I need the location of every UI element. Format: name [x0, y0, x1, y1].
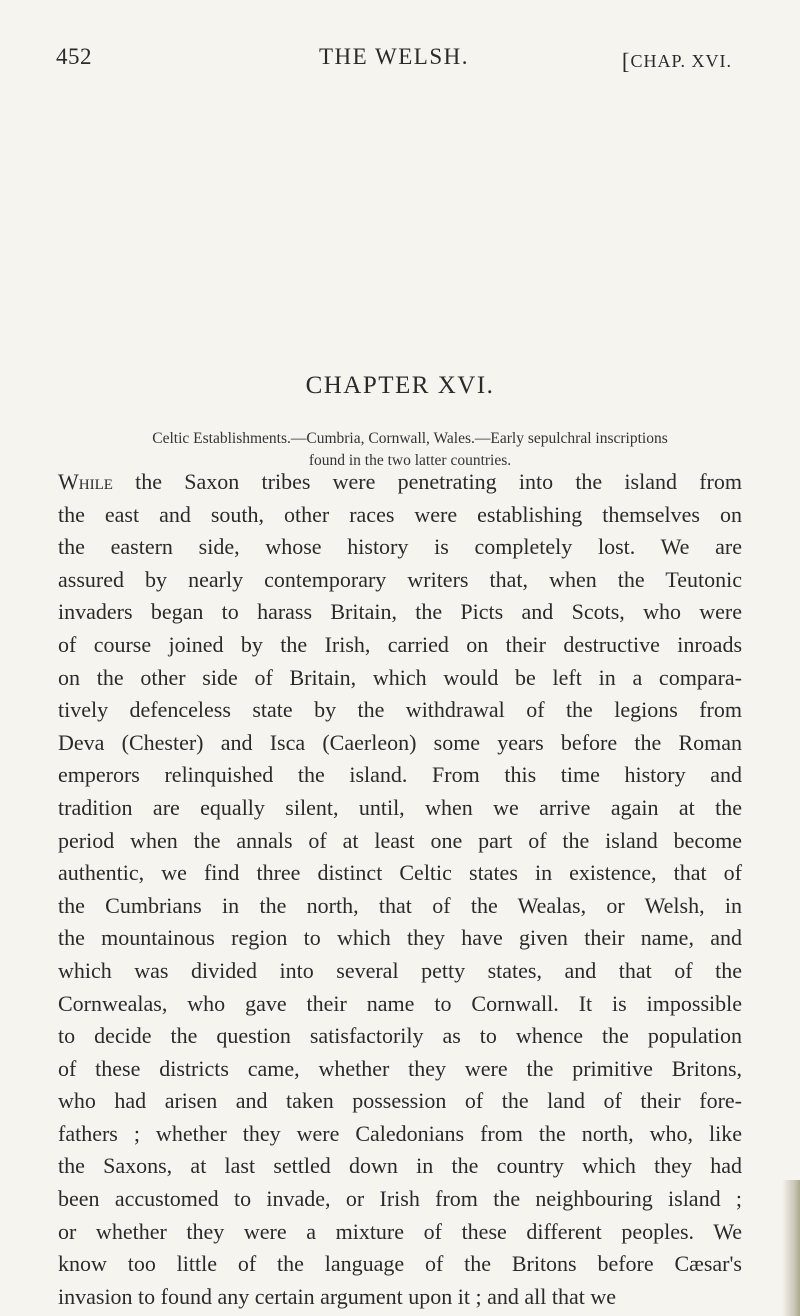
- chapter-reference: [622, 44, 732, 73]
- body-text: [58, 466, 742, 1313]
- body-line: emperors relinquished the island. From this time history and: [58, 762, 742, 788]
- page-edge-shadow: [782, 1180, 800, 1316]
- body-line: the Saxons, at last settled down in the country which they had: [58, 1153, 742, 1179]
- body-line: invaders began to harass Britain, the Picts and Scots, who were: [58, 599, 742, 625]
- body-line: who had arisen and taken possession of the land of their fore-: [58, 1088, 742, 1114]
- body-line: the Cumbrians in the north, that of the Wealas, or Welsh, in: [58, 892, 742, 918]
- body-line: been accustomed to invade, or Irish from the neighbouring island ;: [58, 1186, 742, 1212]
- body-line: Cornwealas, who gave their name to Cornwall. It is impossible: [58, 990, 742, 1016]
- body-line: period when the annals of at least one part of the island become: [58, 827, 742, 853]
- body-line: of these districts came, whether they were the primitive Britons,: [58, 1055, 742, 1081]
- chapter-heading: CHAPTER XVI.: [305, 372, 495, 399]
- body-line: on the other side of Britain, which would be left in a compara-: [58, 664, 742, 690]
- body-line-text: the Saxon tribes were penetrating into the island from: [112, 469, 742, 494]
- body-line: the eastern side, whose history is completely lost. We are: [58, 534, 742, 560]
- running-title: THE WELSH.: [318, 44, 469, 69]
- chapter-summary-line: found in the two latter countries.: [308, 452, 512, 469]
- body-line: fathers ; whether they were Caledonians from the north, who, like: [58, 1120, 742, 1146]
- body-line: Deva (Chester) and Isca (Caerleon) some years before the Roman: [58, 729, 742, 755]
- body-line: know too little of the language of the Britons before Cæsar's: [58, 1251, 742, 1277]
- body-line: [58, 466, 742, 499]
- body-line: the mountainous region to which they have given their name, and: [58, 925, 742, 951]
- body-line: authentic, we find three distinct Celtic states in existence, that of: [58, 860, 742, 886]
- body-line: the east and south, other races were establishing themselves on: [58, 501, 742, 527]
- page-number: 452: [56, 44, 92, 69]
- body-line: invasion to found any certain argument upon it ; and all that we: [58, 1283, 617, 1309]
- chapter-reference-bracket: [: [621, 49, 631, 74]
- body-line: to decide the question satisfactorily as to whence the population: [58, 1023, 742, 1049]
- running-header: [56, 44, 732, 74]
- opening-word: While: [58, 469, 113, 494]
- body-line: which was divided into several petty states, and that of the: [58, 957, 742, 983]
- body-line: tradition are equally silent, until, when we arrive again at the: [58, 794, 742, 820]
- body-line: or whether they were a mixture of these different peoples. We: [58, 1218, 742, 1244]
- chapter-reference-text: CHAP. XVI.: [630, 51, 732, 71]
- body-line: tively defenceless state by the withdrawal of the legions from: [58, 697, 742, 723]
- chapter-summary-line: Celtic Establishments.—Cumbria, Cornwall, Wales.—Early sepulchral inscriptions: [152, 430, 668, 447]
- body-line: assured by nearly contemporary writers that, when the Teutonic: [58, 566, 742, 592]
- body-line: of course joined by the Irish, carried on their destructive inroads: [58, 631, 742, 657]
